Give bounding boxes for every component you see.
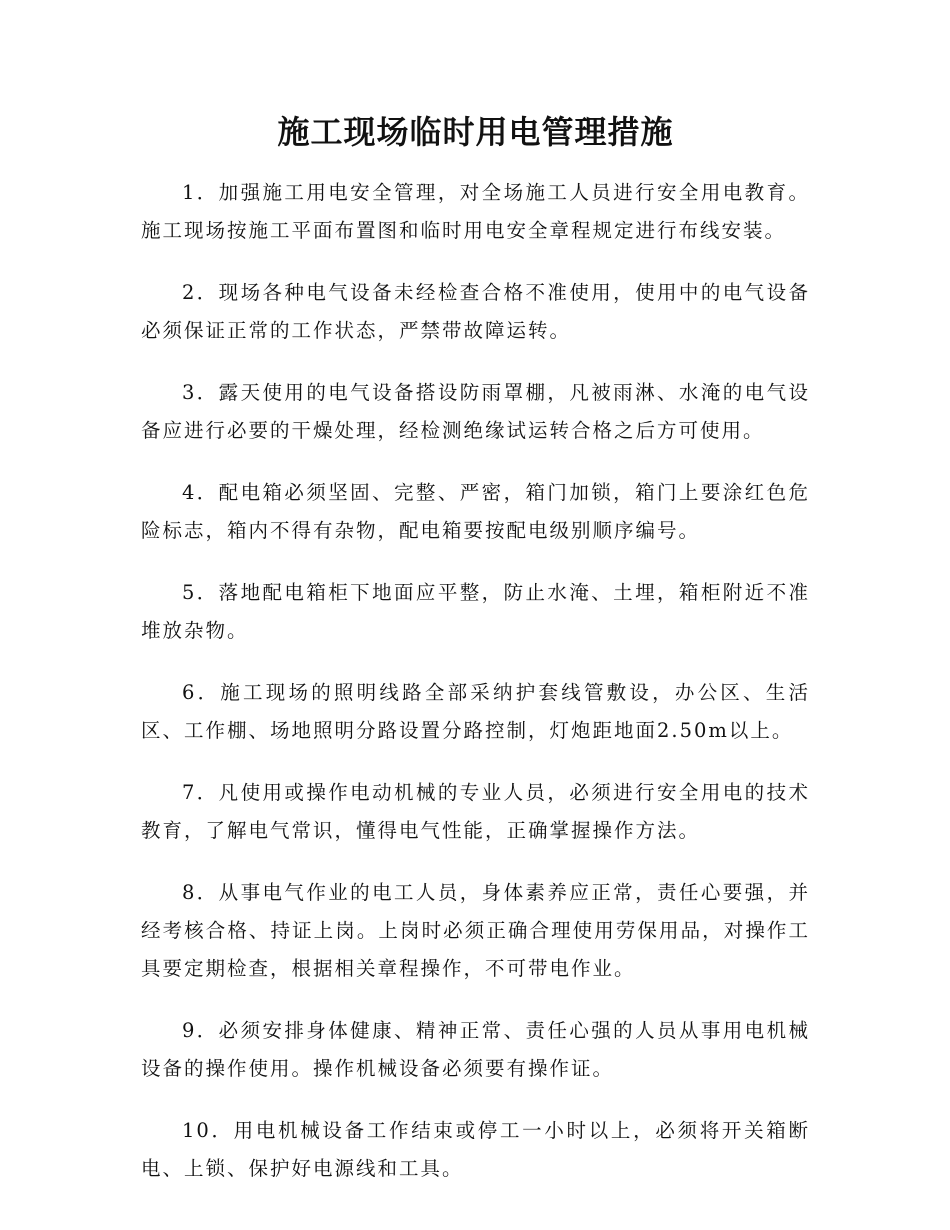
measure-list [141,174,810,1188]
measure-item-7: 7．凡使用或操作电动机械的专业人员，必须进行安全用电的技术教育，了解电气常识，懂得电气性能，正确掌握操作方法。 [141,781,810,842]
measure-item-9: 9．必须安排身体健康、精神正常、责任心强的人员从事用电机械设备的操作使用。操作机械设备必须要有操作证。 [141,1019,810,1080]
measure-item-5: 5．落地配电箱柜下地面应平整，防止水淹、土埋，箱柜附近不准堆放杂物。 [141,581,810,642]
measure-item-1: 1．加强施工用电安全管理，对全场施工人员进行安全用电教育。施工现场按施工平面布置图和临时用电安全章程规定进行布线安装。 [141,181,810,242]
measure-item-6: 6．施工现场的照明线路全部采纳护套线管敷设，办公区、生活区、工作棚、场地照明分路设置分路控制，灯炮距地面2.50m以上。 [141,681,810,742]
measure-item-2: 2．现场各种电气设备未经检查合格不准使用，使用中的电气设备必须保证正常的工作状态，严禁带故障运转。 [141,281,810,342]
measure-item-4: 4．配电箱必须坚固、完整、严密，箱门加锁，箱门上要涂红色危险标志，箱内不得有杂物，配电箱要按配电级别顺序编号。 [141,481,810,542]
page-title: 施工现场临时用电管理措施 [277,113,674,151]
measure-item-10: 10．用电机械设备工作结束或停工一小时以上，必须将开关箱断电、上锁、保护好电源线和工具。 [141,1119,810,1180]
measure-item-3: 3．露天使用的电气设备搭设防雨罩棚，凡被雨淋、水淹的电气设备应进行必要的干燥处理，经检测绝缘试运转合格之后方可使用。 [141,381,810,442]
measure-item-8: 8．从事电气作业的电工人员，身体素养应正常，责任心要强，并经考核合格、持证上岗。上岗时必须正确合理使用劳保用品，对操作工具要定期检查，根据相关章程操作，不可带电作业。 [141,881,810,980]
